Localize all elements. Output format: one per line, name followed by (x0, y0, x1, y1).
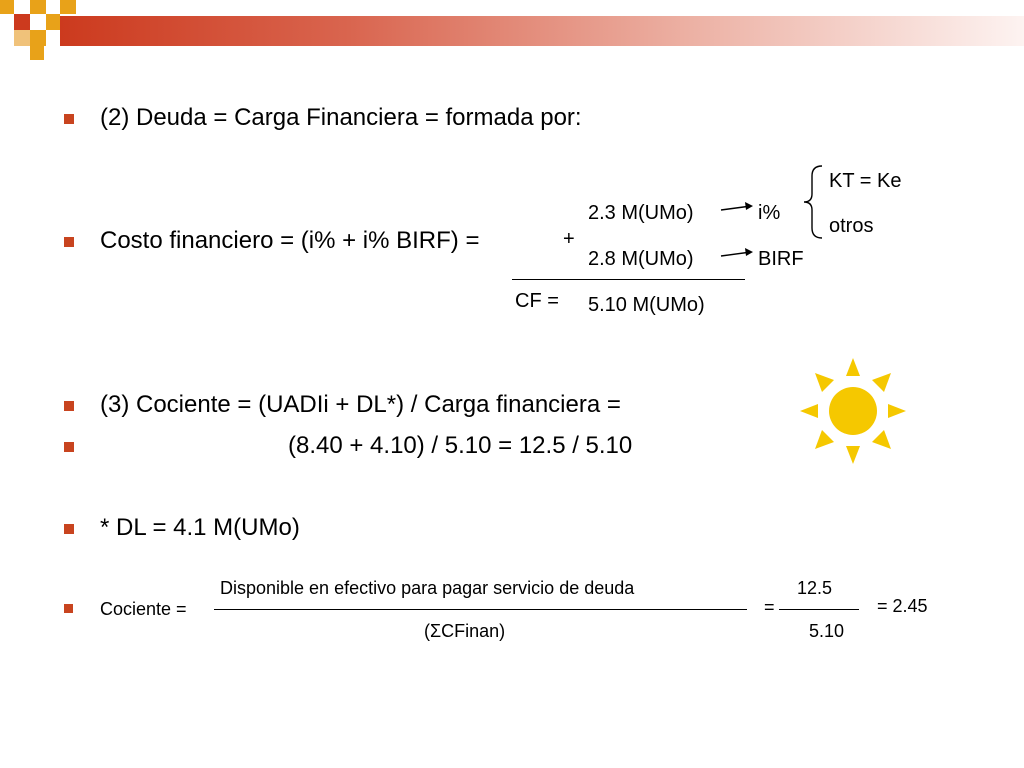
fraction2-numerator: 12.5 (797, 578, 833, 598)
row1-label: i% (758, 202, 781, 224)
fraction-denominator: (ΣCFinan) (424, 621, 506, 641)
cociente-label: Cociente = (100, 599, 187, 619)
header-square (60, 0, 76, 14)
row2-amount: 2.8 M(UMo) (588, 248, 694, 270)
bullet-costo-financiero: Costo financiero = (i% + i% BIRF) = (100, 227, 480, 254)
brace-top-text: KT = Ke (829, 170, 902, 192)
bullet-marker (64, 524, 74, 534)
bullet-marker (64, 442, 74, 452)
fraction2-denominator: 5.10 (809, 621, 845, 641)
bullet-dl: * DL = 4.1 M(UMo) (100, 514, 300, 541)
bullet-cociente: (3) Cociente = (UADIi + DL*) / Carga financiera = (100, 391, 621, 418)
bullet-calculation: (8.40 + 4.10) / 5.10 = 12.5 / 5.10 (288, 432, 633, 459)
header-square (30, 46, 44, 60)
cf-label: CF = (515, 290, 559, 312)
fraction2-line (779, 609, 859, 610)
sum-line (512, 279, 745, 280)
bullet-marker (64, 401, 74, 411)
header-square (30, 30, 46, 46)
result-value: = 2.45 (877, 596, 928, 616)
cf-total: 5.10 M(UMo) (588, 294, 705, 316)
header-square (14, 14, 30, 30)
bullet-deuda: (2) Deuda = Carga Financiera = formada por: (100, 104, 582, 131)
brace-bottom-text: otros (829, 215, 874, 237)
header-gradient-bar (60, 16, 1024, 46)
bullet-marker (64, 237, 74, 247)
plus-sign: + (563, 228, 575, 250)
arrow-right-icon (719, 200, 755, 212)
bullet-marker (64, 604, 73, 613)
bullet-marker (64, 114, 74, 124)
header-square (0, 0, 14, 14)
header-square (46, 14, 60, 30)
curly-brace-icon (802, 164, 826, 240)
sun-icon (798, 356, 908, 466)
row1-amount: 2.3 M(UMo) (588, 202, 694, 224)
arrow-right-icon (719, 246, 755, 258)
fraction-line (214, 609, 747, 610)
header-square (30, 0, 46, 14)
fraction-numerator: Disponible en efectivo para pagar servicio de deuda (220, 578, 635, 598)
row2-label: BIRF (758, 248, 804, 270)
header-square (14, 30, 30, 46)
equals-sign: = (764, 597, 775, 617)
